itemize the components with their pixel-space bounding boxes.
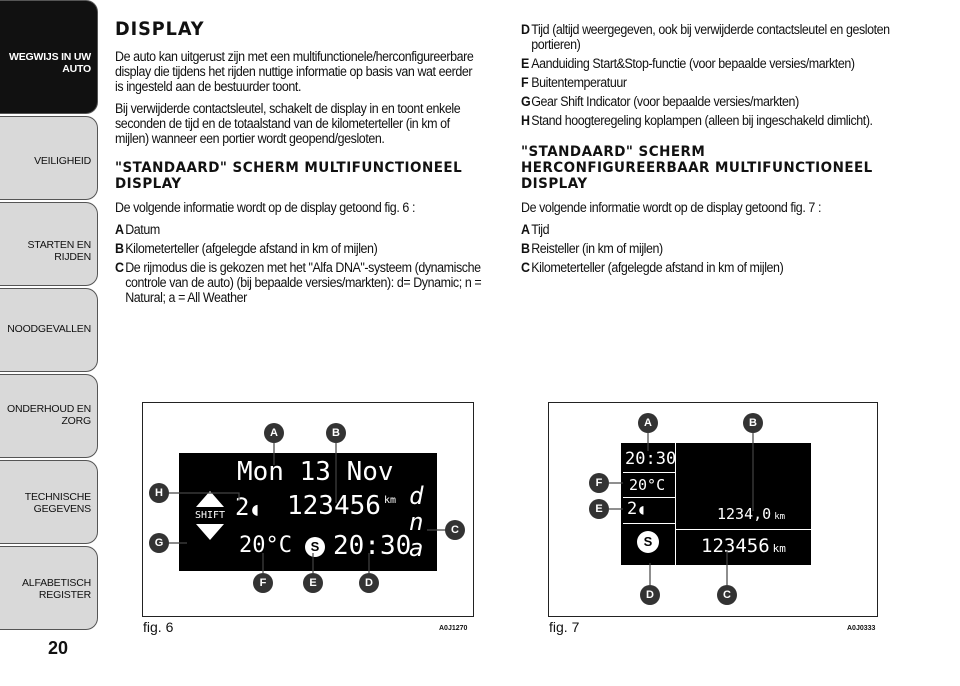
item-text: Tijd bbox=[531, 222, 550, 237]
item-label: C bbox=[115, 260, 124, 275]
odometer: 123456 km bbox=[701, 535, 786, 557]
headlamp-icon: ◖ bbox=[637, 502, 646, 518]
item-text: Tijd (altijd weergegeven, ook bij verwijderde contactsleutel en gesloten portieren) bbox=[531, 22, 890, 52]
figure-caption: fig. 7 bbox=[549, 619, 580, 635]
callout-d: D bbox=[359, 573, 379, 593]
intro-text: De volgende informatie wordt op de display getoond fig. 7 : bbox=[521, 200, 821, 215]
list-item bbox=[115, 241, 482, 256]
item-label: F bbox=[521, 75, 529, 90]
list-item bbox=[521, 222, 893, 237]
mode-n: n bbox=[409, 508, 424, 536]
trip-meter: 1234,0 km bbox=[717, 505, 786, 523]
callout-f: F bbox=[589, 473, 609, 493]
callout-e: E bbox=[589, 499, 609, 519]
item-text: Reisteller (in km of mijlen) bbox=[531, 241, 663, 256]
tab-register[interactable]: ALFABETISCH REGISTER bbox=[0, 546, 98, 630]
item-label: B bbox=[115, 241, 124, 256]
temperature: 20°C bbox=[239, 533, 292, 558]
callout-b: B bbox=[326, 423, 346, 443]
callout-c: C bbox=[717, 585, 737, 605]
item-text: Datum bbox=[125, 222, 160, 237]
item-text: De rijmodus die is gekozen met het "Alfa DNA"-systeem (dynamische controle van de auto) (bij bepaalde versies/markten): d= Dynamic; n = Natural; a = All Weather bbox=[125, 260, 482, 305]
figure-code: A0J1270 bbox=[439, 625, 468, 632]
list-item bbox=[521, 260, 893, 275]
item-label: H bbox=[521, 113, 530, 128]
item-label: D bbox=[521, 22, 530, 37]
item-text: Stand hoogteregeling koplampen (alleen bij ingeschakeld dimlicht). bbox=[531, 113, 873, 128]
paragraph: De auto kan uitgerust zijn met een multifunctionele/herconfigureerbare display die tijdens het rijden nuttige informatie op basis van wat eerder is ingesteld aan de bestuurder toont. bbox=[115, 49, 474, 94]
chapter-tabs bbox=[0, 0, 100, 686]
date-readout: Mon 13 Nov bbox=[237, 457, 394, 487]
item-label: A bbox=[521, 222, 530, 237]
item-text: Kilometerteller (afgelegde afstand in km of mijlen) bbox=[531, 260, 784, 275]
list-item bbox=[521, 113, 893, 128]
tab-starten[interactable]: STARTEN EN RIJDEN bbox=[0, 202, 98, 286]
item-text: Gear Shift Indicator (voor bepaalde versies/markten) bbox=[531, 94, 799, 109]
time-readout: 20:30 bbox=[333, 531, 412, 561]
figure-caption: fig. 6 bbox=[143, 619, 174, 635]
time-readout: 20:30 bbox=[625, 449, 677, 469]
tab-wegwijs[interactable]: WEGWIJS IN UW AUTO bbox=[0, 0, 98, 114]
odometer-unit: km bbox=[384, 495, 397, 506]
item-label: E bbox=[521, 56, 529, 71]
section-title: DISPLAY bbox=[115, 18, 205, 40]
callout-h: H bbox=[149, 483, 169, 503]
mode-d: d bbox=[409, 482, 424, 510]
temperature: 20°C bbox=[629, 476, 666, 494]
figure-code: A0J0333 bbox=[847, 625, 876, 632]
callout-a: A bbox=[264, 423, 284, 443]
list-item bbox=[521, 56, 893, 71]
item-label: A bbox=[115, 222, 124, 237]
figure-7 bbox=[548, 402, 878, 635]
figure-6 bbox=[142, 402, 474, 635]
shift-label: SHIFT bbox=[194, 510, 226, 521]
mode-a: a bbox=[409, 534, 424, 562]
list-item bbox=[521, 94, 893, 109]
tab-noodgevallen[interactable]: NOODGEVALLEN bbox=[0, 288, 98, 372]
item-text: Aanduiding Start&Stop-functie (voor bepaalde versies/markten) bbox=[531, 56, 855, 71]
headlamp-icon: ◖ bbox=[249, 499, 261, 520]
right-column bbox=[521, 22, 893, 279]
subsection-title: "STANDAARD" SCHERM HERCONFIGUREERBAAR MULTIFUNCTIONEEL DISPLAY bbox=[521, 144, 873, 192]
start-stop-icon: S bbox=[305, 537, 325, 557]
callout-e: E bbox=[303, 573, 323, 593]
callout-a: A bbox=[638, 413, 658, 433]
list-item bbox=[521, 22, 893, 52]
item-label: G bbox=[521, 94, 531, 109]
callout-f: F bbox=[253, 573, 273, 593]
list-item bbox=[115, 222, 482, 237]
odometer: 123456 bbox=[287, 491, 381, 521]
callout-b: B bbox=[743, 413, 763, 433]
page-number: 20 bbox=[48, 638, 69, 658]
item-label: C bbox=[521, 260, 530, 275]
tab-onderhoud[interactable]: ONDERHOUD EN ZORG bbox=[0, 374, 98, 458]
list-item bbox=[521, 241, 893, 256]
item-text: Buitentemperatuur bbox=[531, 75, 627, 90]
tab-veiligheid[interactable]: VEILIGHEID bbox=[0, 116, 98, 200]
list-item bbox=[521, 75, 893, 90]
start-stop-icon: S bbox=[637, 531, 659, 553]
headlamp-level: 2◖ bbox=[627, 499, 646, 519]
callout-d: D bbox=[640, 585, 660, 605]
headlamp-level: 2◖ bbox=[235, 493, 261, 521]
intro-text: De volgende informatie wordt op de display getoond fig. 6 : bbox=[115, 200, 415, 215]
left-column bbox=[115, 18, 482, 309]
subsection-title: "STANDAARD" SCHERM MULTIFUNCTIONEEL DISPLAY bbox=[115, 160, 463, 192]
callout-c: C bbox=[445, 520, 465, 540]
item-text: Kilometerteller (afgelegde afstand in km of mijlen) bbox=[125, 241, 378, 256]
paragraph: Bij verwijderde contactsleutel, schakelt de display in en toont enkele seconden de tijd en de totaalstand van de kilometerteller (in km of mijlen) wanneer een portier wordt geopend/gesloten. bbox=[115, 101, 461, 146]
item-label: B bbox=[521, 241, 530, 256]
list-item bbox=[115, 260, 482, 305]
tab-technische[interactable]: TECHNISCHE GEGEVENS bbox=[0, 460, 98, 544]
callout-g: G bbox=[149, 533, 169, 553]
